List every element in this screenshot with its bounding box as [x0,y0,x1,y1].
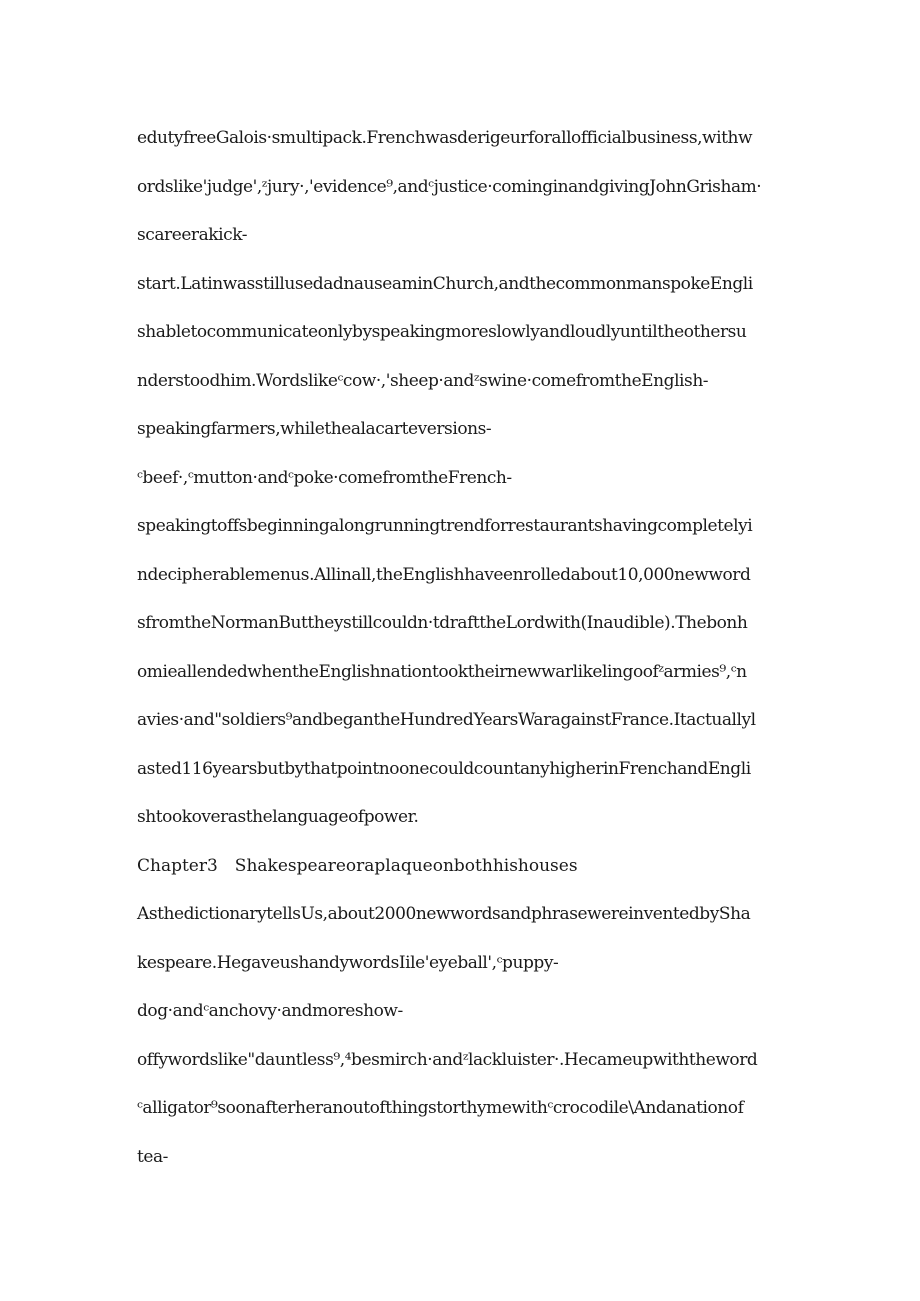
text-line: asted116yearsbutbythatpointnoonecouldcountanyhigherinFrenchandEngli [137,758,751,779]
text-line: tea- [137,1146,168,1167]
text-line: nderstoodhim.Wordslikeᶜcow·,'sheep·andᶻswine·comefromtheEnglish- [137,370,709,391]
text-line: kespeare.HegaveushandywordsIile'eyeball',ᶜpuppy- [137,952,559,973]
text-line: edutyfreeGalois·smultipack.Frenchwasderigeurforallofficialbusiness,withw [137,128,753,148]
text-line: ᶜalligator⁹soonafterheranoutofthingstorthymewithᶜcrocodile\Andanationof [137,1098,744,1118]
text-line: shtookoverasthelanguageofpower. [137,807,419,827]
text-line: speakingfarmers,whilethealacarteversions- [137,419,492,439]
text-line: AsthedictionarytellsUs,about2000newwordsandphrasewereinventedbySha [137,904,751,924]
text-line: scareerakick- [137,225,248,245]
text-line: speakingtoffsbeginningalongrunningtrendforrestaurantshavingcompletelyi [137,516,753,536]
text-line: omieallendedwhentheEnglishnationtooktheirnewwarlikelingoofᶻarmies⁹,ᶜn [137,661,747,682]
text-line: ᶜbeef·,ᶜmutton·andᶜpoke·comefromtheFrench- [137,467,512,488]
chapter-heading: Chapter3 Shakespeareoraplaqueonbothhishouses [137,855,578,876]
text-line: ndecipherablemenus.Allinall,theEnglishhaveenrolledabout10,000newword [137,564,751,585]
body-text [137,120,787,1187]
text-line: sfromtheNormanButtheystillcouldn·tdrafttheLordwith(Inaudible).Thebonh [137,613,748,633]
text-line: offywordslike"dauntless⁹,⁴besmirch·andᶻlackluister·.Hecameupwiththeword [137,1049,758,1070]
text-line: ordslike'judge',ᶻjury·,'evidence⁹,andᶜjustice·cominginandgivingJohnGrisham· [137,176,762,197]
text-line: start.LatinwasstillusedadnauseaminChurch,andthecommonmanspokeEngli [137,273,753,294]
text-line: shabletocommunicateonlybyspeakingmoreslowlyandloudlyuntiltheothersu [137,322,747,342]
text-line: dog·andᶜanchovy·andmoreshow- [137,1001,403,1021]
text-line: avies·and"soldiers⁹andbegantheHundredYearsWaragainstFrance.Itactuallyl [137,710,756,730]
